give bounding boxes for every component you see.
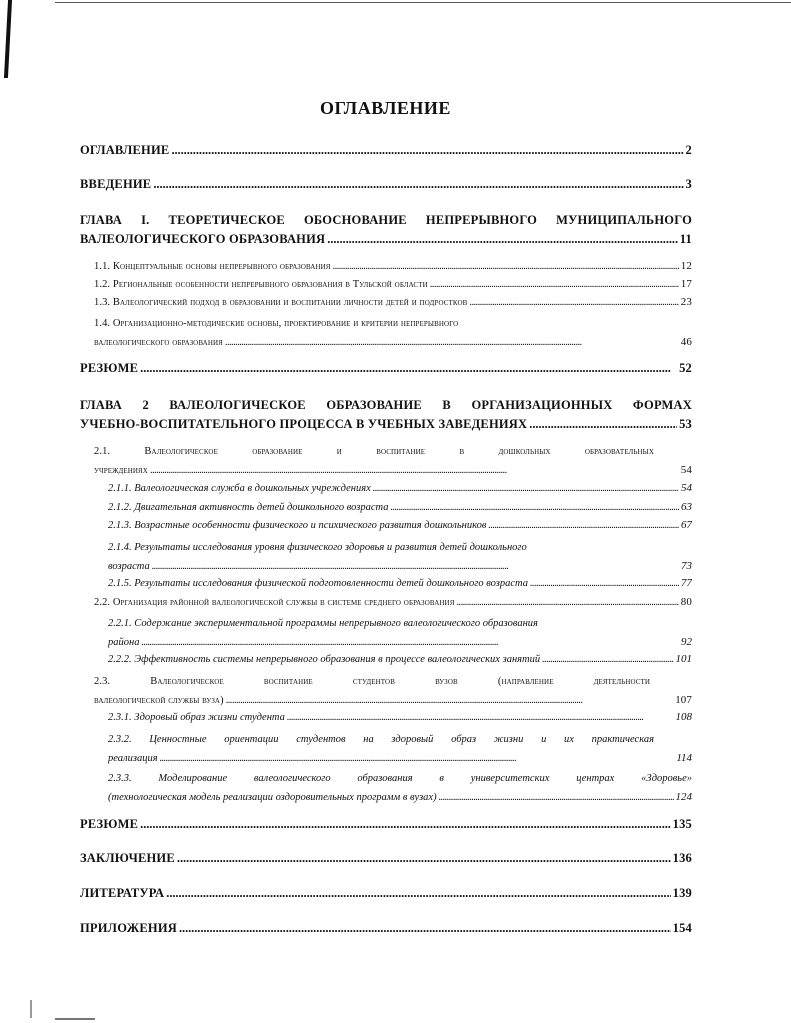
toc-entry-page: 52 [679,361,692,375]
toc-entry-2-3[interactable] [94,672,692,710]
toc-entry-2-3-3[interactable] [108,769,692,807]
toc-entry-page: 63 [681,501,692,513]
toc-entry-title: 1.3. Валеологический подход в образовании и воспитании личности детей и подростков [94,297,468,308]
toc-entry-page: 136 [672,851,692,865]
toc-entry-page: 114 [676,752,692,764]
toc-entry-2-1-3[interactable] [108,519,692,531]
toc-entry-title-line1: 2.3.2. Ценностные ориентации студентов на здоровый образ жизни и их практическая [108,734,654,745]
dot-leader [530,578,679,589]
toc-entry-title: ЗАКЛЮЧЕНИЕ [80,851,175,865]
toc-entry-1-2[interactable] [94,278,692,290]
toc-entry-title-line2: валеологической службы вуза) [94,695,224,706]
toc-entry-1-1[interactable] [94,260,692,272]
dot-leader [542,654,673,665]
toc-entry-title: 2.2. Организация районной валеологической службы в системе среднего образования [94,597,455,608]
dot-leader [225,334,679,352]
toc-entry-title-line2: района [108,637,140,648]
toc-entry-2-1-2[interactable] [108,501,692,513]
toc-entry-zaklyuchenie[interactable] [80,851,692,866]
dot-leader [430,279,679,290]
dot-leader [166,886,670,901]
toc-entry-title-line1: 2.3.3. Моделирование валеологического образования в университетских центрах «Здоровье» [108,773,692,784]
toc-entry-page: 3 [685,177,692,191]
toc-entry-title-line2: реализация [108,753,158,764]
toc-entry-title: 2.1.3. Возрастные особенности физического и психического развития дошкольников [108,520,487,531]
toc-entry-page: 54 [680,464,692,476]
dot-leader [287,712,674,723]
toc-entry-title-line1: 2.3. Валеологическое воспитание студентов вузов (направление деятельности [94,676,650,687]
scan-top-edge [55,2,791,3]
toc-entry-page: 77 [681,577,692,589]
toc-entry-glava1[interactable] [80,211,692,249]
toc-entry-title: РЕЗЮМЕ [80,817,139,831]
toc-entry-title: 2.1.2. Двигательная активность детей дошкольного возраста [108,502,389,513]
toc-entry-title-line1: 2.1. Валеологическое образование и воспитание в дошкольных образовательных [94,446,654,457]
dot-leader [373,483,679,494]
dot-leader [153,177,683,192]
dot-leader [160,749,675,768]
toc-entry-title-line2: валеологического образования [94,337,223,348]
toc-entry-2-1-4[interactable] [108,538,692,576]
toc-entry-page: 11 [679,232,692,246]
dot-leader [140,361,677,376]
toc-entry-vvedenie[interactable] [80,177,692,192]
dot-leader [171,143,683,158]
toc-entry-title: ПРИЛОЖЕНИЯ [80,921,177,935]
dot-leader [226,691,674,710]
toc-entry-page: 12 [680,260,692,272]
toc-entry-title-line2: возраста [108,561,150,572]
scan-bottom-dash [55,1018,95,1020]
toc-entry-page: 17 [680,278,692,290]
scan-bottom-mark [30,1000,32,1018]
toc-entry-2-2-2[interactable] [108,653,692,665]
toc-entry-page: 80 [680,596,692,608]
dot-leader [177,851,671,866]
dot-leader [529,415,677,434]
toc-entry-title: 1.2. Региональные особенности непрерывного образования в Тульской области [94,279,428,290]
toc-entry-page: 101 [675,653,692,665]
toc-entry-page: 67 [681,519,692,531]
toc-entry-2-1[interactable] [94,443,692,480]
toc-entry-page: 107 [675,694,692,706]
toc-entry-1-4[interactable] [94,315,692,352]
toc-entry-title-line2: ВАЛЕОЛОГИЧЕСКОГО ОБРАЗОВАНИЯ [80,232,326,246]
toc-entry-2-2[interactable] [94,596,692,608]
toc-entry-title: 2.2.2. Эффективность системы непрерывного образования в процессе валеологических занятий [108,654,541,665]
toc-entry-2-3-2[interactable] [108,730,692,768]
toc-entry-title-line2: (технологическая модель реализации оздоровительных программ в вузах) [108,792,437,803]
toc-entry-page: 46 [680,336,692,348]
toc-entry-title: ВВЕДЕНИЕ [80,177,152,191]
toc-entry-title: 1.1. Концептуальные основы непрерывного образования [94,261,331,272]
dot-leader [141,633,679,652]
toc-entry-title: 2.3.1. Здоровый образ жизни студента [108,712,285,723]
toc-entry-rezume-2[interactable] [80,817,692,832]
dot-leader [488,520,679,531]
toc-entry-title: 2.1.1. Валеологическая служба в дошкольных учреждениях [108,483,371,494]
toc-entry-oglavlenie[interactable] [80,143,692,158]
toc-entry-page: 108 [675,711,692,723]
toc-entry-title-line1: 2.1.4. Результаты исследования уровня физического здоровья и развития детей дошкольного [108,542,527,553]
toc-entry-title-line2: УЧЕБНО-ВОСПИТАТЕЛЬНОГО ПРОЦЕССА В УЧЕБНЫХ ЗАВЕДЕНИЯХ [80,417,528,431]
toc-entry-2-1-1[interactable] [108,482,692,494]
dot-leader [456,597,678,608]
toc-entry-literatura[interactable] [80,886,692,901]
toc-entry-page: 53 [679,417,692,431]
toc-entry-2-2-1[interactable] [108,614,692,652]
toc-entry-1-3[interactable] [94,296,692,308]
toc-entry-page: 124 [675,791,692,803]
dot-leader [327,230,678,249]
toc-entry-2-3-1[interactable] [108,711,692,723]
dot-leader [179,921,671,936]
dot-leader [333,261,679,272]
toc-entry-title-line1: 1.4. Организационно-методические основы, проектирование и критерии непрерывного [94,318,459,329]
toc-entry-prilozheniya[interactable] [80,921,692,936]
toc-entry-page: 23 [680,296,692,308]
dot-leader [152,557,679,576]
toc-entry-page: 2 [685,143,692,157]
dot-leader [439,788,674,807]
toc-entry-page: 154 [672,921,692,935]
page-title: ОГЛАВЛЕНИЕ [320,98,451,118]
toc-entry-title-line1: ГЛАВА I. ТЕОРЕТИЧЕСКОЕ ОБОСНОВАНИЕ НЕПРЕРЫВНОГО МУНИЦИПАЛЬНОГО [80,213,692,227]
scan-edge-mark [4,0,12,78]
toc-entry-2-1-5[interactable] [108,577,692,589]
dot-leader [150,462,679,480]
toc-entry-rezume-1[interactable] [80,361,692,376]
toc-entry-title-line2: учреждениях [94,465,148,476]
toc-entry-title-line1: 2.2.1. Содержание экспериментальной программы непрерывного валеологического образования [108,618,538,629]
dot-leader [140,817,671,832]
toc-entry-page: 139 [672,886,692,900]
toc-entry-page: 73 [681,560,692,572]
toc-entry-title: ОГЛАВЛЕНИЕ [80,143,170,157]
toc-entry-title-line1: ГЛАВА 2 ВАЛЕОЛОГИЧЕСКОЕ ОБРАЗОВАНИЕ В ОРГАНИЗАЦИОННЫХ ФОРМАХ [80,398,692,412]
toc-entry-title: РЕЗЮМЕ [80,361,139,375]
toc-entry-page: 135 [672,817,692,831]
toc-entry-title: ЛИТЕРАТУРА [80,886,165,900]
dot-leader [469,297,678,308]
dot-leader [391,502,679,513]
toc-entry-page: 92 [681,636,692,648]
toc-entry-title: 2.1.5. Результаты исследования физической подготовленности детей дошкольного возраста [108,578,528,589]
toc-entry-page: 54 [681,482,692,494]
toc-entry-glava2[interactable] [80,396,692,434]
